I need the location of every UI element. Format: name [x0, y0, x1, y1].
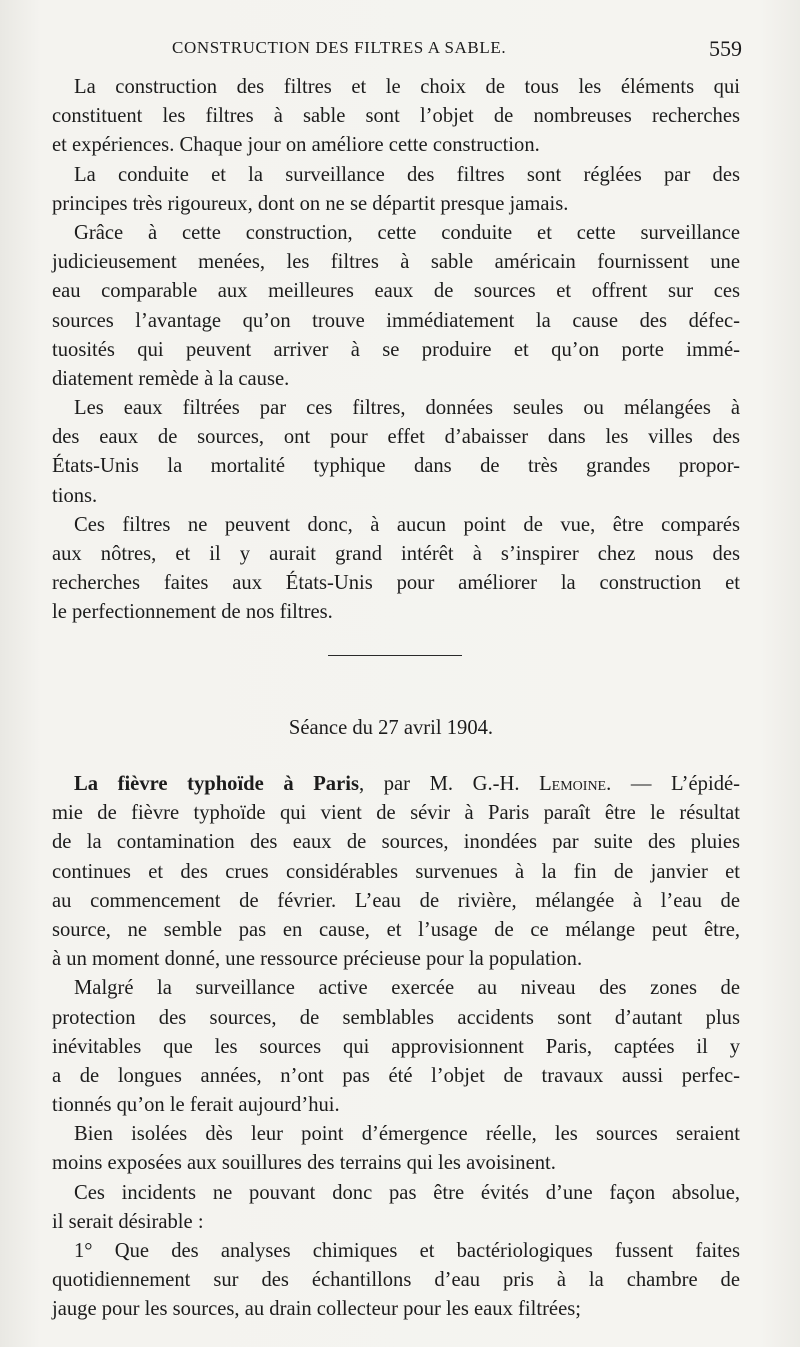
- text-line: des eaux de sources, ont pour effet d’abaisser dans les villes des: [52, 426, 740, 449]
- text-line: Bien isolées dès leur point d’émergence réelle, les sources seraient: [74, 1123, 740, 1146]
- text-line: aux nôtres, et il y aurait grand intérêt à s’inspirer chez nous des: [52, 543, 740, 565]
- text-line: Grâce à cette construction, cette conduite et cette surveillance: [74, 221, 740, 244]
- author-name: Lemoine: [539, 773, 607, 795]
- paragraph: [52, 1237, 740, 1325]
- article-title: La fièvre typhoïde à Paris: [74, 773, 359, 795]
- text-line: au commencement de février. L’eau de rivière, mélangée à l’eau de: [52, 889, 740, 912]
- typhoid-article: [52, 770, 740, 1325]
- paragraph: [52, 161, 740, 219]
- text-line: continues et des crues considérables survenues à la fin de janvier et: [52, 860, 740, 883]
- page-number: 559: [709, 36, 742, 61]
- text-line: sources l’avantage qu’on trouve immédiatement la cause des défec-: [52, 309, 740, 332]
- article-opening-line: [52, 770, 740, 799]
- paragraph: [52, 1120, 740, 1178]
- text-line: tions.: [52, 484, 98, 507]
- text-line: principes très rigoureux, dont on ne se départit presque jamais.: [52, 192, 569, 215]
- byline-prefix: , par M. G.-H.: [358, 773, 540, 795]
- text-line: constituent les filtres à sable sont l’objet de nombreuses recherches: [52, 105, 740, 128]
- text-line: recherches faites aux États-Unis pour améliorer la construction et: [52, 572, 740, 595]
- paragraph: [52, 73, 740, 161]
- section-divider: [328, 655, 462, 656]
- page-header: [50, 36, 742, 66]
- text-line: tionnés qu’on le ferait aujourd’hui.: [52, 1094, 340, 1117]
- text-line: et expériences. Chaque jour on améliore cette construction.: [52, 134, 540, 157]
- paragraph: [52, 1179, 740, 1237]
- text-line: à un moment donné, une ressource précieuse pour la population.: [52, 948, 583, 971]
- text-line: le perfectionnement de nos filtres.: [52, 601, 333, 624]
- text-line: Ces incidents ne pouvant donc pas être évités d’une façon absolue,: [74, 1181, 740, 1204]
- text-line: Malgré la surveillance active exercée au niveau des zones de: [74, 977, 740, 1000]
- text-line: États-Unis la mortalité typhique dans de très grandes propor-: [52, 455, 740, 478]
- text-line: diatement remède à la cause.: [52, 367, 290, 390]
- text-line: 1° Que des analyses chimiques et bactériologiques fussent faites: [74, 1240, 740, 1262]
- paragraph: [52, 394, 740, 511]
- text-line: eau comparable aux meilleures eaux de sources et offrent sur ces: [52, 280, 740, 303]
- paragraph: [52, 974, 740, 1120]
- text-line: protection des sources, de semblables accidents sont d’autant plus: [52, 1006, 740, 1029]
- running-title: CONSTRUCTION DES FILTRES A SABLE.: [172, 38, 507, 57]
- text-line: moins exposées aux souillures des terrains qui les avoisinent.: [52, 1152, 556, 1175]
- text-line: a de longues années, n’ont pas été l’objet de travaux aussi perfec-: [52, 1064, 740, 1087]
- paragraph: [52, 219, 740, 394]
- text-line: source, ne semble pas en cause, et l’usage de ce mélange peut être,: [52, 918, 740, 941]
- paragraph: [52, 770, 740, 974]
- paragraph: [52, 511, 740, 628]
- text-line: inévitables que les sources qui approvisionnent Paris, captées il y: [52, 1035, 740, 1058]
- session-heading: [0, 714, 800, 743]
- text-line: quotidiennement sur des échantillons d’eau pris à la chambre de: [52, 1269, 740, 1292]
- text-line: mie de fièvre typhoïde qui vient de sévir à Paris paraît être le résultat: [52, 802, 740, 825]
- sand-filter-section: [52, 73, 740, 628]
- text-line: de la contamination des eaux de sources, inondées par suite des pluies: [52, 831, 740, 854]
- session-date: Séance du 27 avril 1904.: [288, 717, 494, 739]
- text-line: Les eaux filtrées par ces filtres, données seules ou mélangées à: [74, 397, 740, 420]
- text-line: Ces filtres ne peuvent donc, à aucun point de vue, être comparés: [74, 513, 740, 536]
- text-line: judicieusement menées, les filtres à sable américain fournissent une: [52, 251, 740, 274]
- text-line: La construction des filtres et le choix de tous les éléments qui: [74, 76, 740, 98]
- text-line: La conduite et la surveillance des filtres sont réglées par des: [74, 163, 740, 186]
- text-line: il serait désirable :: [52, 1210, 204, 1233]
- first-line-rest: . — L’épidé-: [606, 773, 740, 795]
- text-line: jauge pour les sources, au drain collecteur pour les eaux filtrées;: [52, 1298, 581, 1321]
- text-line: tuosités qui peuvent arriver à se produire et qu’on porte immé-: [52, 338, 740, 361]
